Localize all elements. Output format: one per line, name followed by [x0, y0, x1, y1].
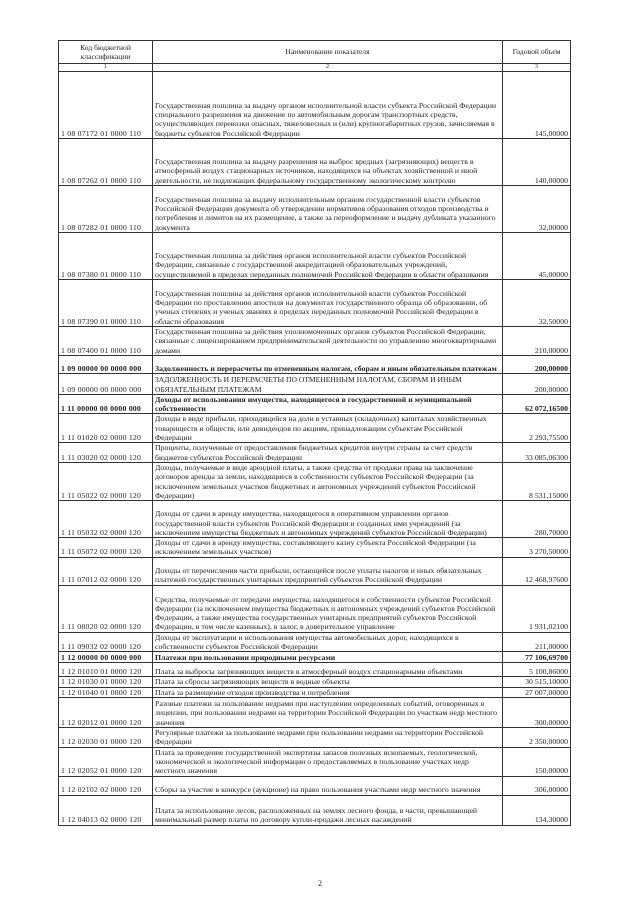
row-name: Плата за выбросы загрязняющих веществ в атмосферный воздух стационарными объектами [153, 663, 503, 677]
row-code: 1 09 00000 00 0000 000 [59, 373, 153, 394]
row-value: 62 072,16500 [503, 394, 571, 414]
row-value: 200,00000 [503, 373, 571, 394]
table-row [59, 139, 571, 186]
row-name: Разовые платежи за пользование недрами при наступлении определенных событий, оговоренных в лицензии, при пользовании недрами на территории Российской Федерации по участкам недр местного значения [153, 697, 503, 727]
row-code: 1 11 05072 02 0000 120 [59, 538, 153, 558]
budget-table-sheet [58, 40, 570, 826]
row-name: Доходы в виде прибыли, приходящейся на доли в уставных (складочных) капиталах хозяйственных товариществ и обществ, или дивидендов по акциям, принадлежащим субъектам Российской Федерации [153, 414, 503, 443]
row-value: 32,00000 [503, 186, 571, 233]
column-number-row [59, 64, 571, 72]
column-number-3: 3 [503, 64, 571, 72]
table-row [59, 585, 571, 632]
table-row [59, 747, 571, 776]
row-code: 1 11 00000 00 0000 000 [59, 394, 153, 414]
row-code: 1 08 07380 01 0000 110 [59, 233, 153, 280]
row-name: Плата за размещение отходов производства и потребления [153, 687, 503, 697]
table-row [59, 233, 571, 280]
table-row [59, 677, 571, 687]
row-code: 1 11 03020 02 0000 120 [59, 443, 153, 463]
table-row [59, 394, 571, 414]
table-row [59, 663, 571, 677]
row-code: 1 12 01040 01 0000 120 [59, 687, 153, 697]
row-value: 2 293,75500 [503, 414, 571, 443]
row-name: Сборы за участие в конкурсе (аукционе) на право пользования участками недр местного значения [153, 776, 503, 795]
row-value: 300,00000 [503, 697, 571, 727]
table-row [59, 462, 571, 500]
row-code: 1 11 07012 02 0000 120 [59, 557, 153, 585]
table-row [59, 373, 571, 394]
row-code: 1 12 02012 01 0000 120 [59, 697, 153, 727]
row-name: Государственная пошлина за выдачу органом исполнительной власти субъекта Российской Федерации специального разрешения на движение по автомобильным дорогам транспортных средств, осуществляющих перевозки опасных, тяжеловесных и (или) крупногабаритных грузов, зачисляемая в бюджеты субъектов Российской Федерации [153, 72, 503, 139]
table-row [59, 186, 571, 233]
row-code: 1 12 01030 01 0000 120 [59, 677, 153, 687]
table-row [59, 72, 571, 139]
row-value: 2 350,00000 [503, 727, 571, 747]
row-code: 1 12 00000 00 0000 000 [59, 652, 153, 663]
row-code: 1 11 05032 02 0000 120 [59, 501, 153, 538]
row-value: 12 468,97600 [503, 557, 571, 585]
row-name: Плата за сбросы загрязняющих веществ в водные объекты [153, 677, 503, 687]
row-value: 32,50000 [503, 280, 571, 327]
table-row [59, 501, 571, 538]
row-name: Доходы от сдачи в аренду имущества, составляющего казну субъекта Российской Федерации (за исключением земельных участков) [153, 538, 503, 558]
table-row [59, 538, 571, 558]
row-name: Регулярные платежи за пользование недрами при пользовании недрами на территории Российской Федерации [153, 727, 503, 747]
row-code: 1 09 00000 00 0000 000 [59, 355, 153, 373]
table-row [59, 776, 571, 795]
row-value: 306,00000 [503, 776, 571, 795]
row-code: 1 12 01010 01 0000 120 [59, 663, 153, 677]
row-value: 200,00000 [503, 355, 571, 373]
table-body [59, 72, 571, 826]
row-name: Доходы, получаемые в виде арендной платы, а также средства от продажи права на заключение договоров аренды за земли, находящиеся в собственности субъектов Российской Федерации (за исключением земельных участков бюджетных и автономных учреждений субъектов Российской Федерации) [153, 462, 503, 500]
row-name: Доходы от эксплуатации и использования имущества автомобильных дорог, находящихся в собственности субъектов Российской Федерации [153, 632, 503, 652]
row-code: 1 12 02030 01 0000 120 [59, 727, 153, 747]
table-row [59, 280, 571, 327]
table-header-row [59, 41, 571, 64]
table-row [59, 652, 571, 663]
row-name: Государственная пошлина за действия органов исполнительной власти субъектов Российской Федерации, связанные с государственной аккредитацией образовательных учреждений, осуществляемой в пределах переданных полномочий Российской Федерации в области образования [153, 233, 503, 280]
row-value: 211,00000 [503, 632, 571, 652]
row-code: 1 08 07400 01 0000 110 [59, 327, 153, 356]
row-value: 140,00000 [503, 139, 571, 186]
row-code: 1 11 01020 02 0000 120 [59, 414, 153, 443]
row-name: Государственная пошлина за выдачу исполнительным органом государственной власти субъектов Российской Федерации документа об утверждении нормативов образования отходов производства и потребления и лимитов на их размещение, а также за переоформление и выдачу дубликата указанного документа [153, 186, 503, 233]
row-name: Средства, получаемые от передачи имущества, находящегося в собственности субъектов Российской Федерации (за исключением имущества бюджетных и автономных учреждений субъектов Российской Федерации, а также имущества государственных унитарных предприятий субъектов Российской Федерации, в том числе казенных), в залог, в доверительное управление [153, 585, 503, 632]
row-code: 1 08 07172 01 0000 110 [59, 72, 153, 139]
row-code: 1 12 02052 01 0000 120 [59, 747, 153, 776]
page-number: 2 [318, 879, 322, 888]
row-name: Государственная пошлина за выдачу разрешения на выброс вредных (загрязняющих) веществ в атмосферный воздух стационарных источников, находящихся на объектах хозяйственной и иной деятельности, не подлежащих федеральному государственному экологическому контролю [153, 139, 503, 186]
header-volume: Годовой объем [503, 41, 571, 64]
row-code: 1 12 04013 02 0000 120 [59, 795, 153, 825]
row-value: 45,00000 [503, 233, 571, 280]
row-value: 27 007,00000 [503, 687, 571, 697]
row-code: 1 11 08020 02 0000 120 [59, 585, 153, 632]
row-value: 5 100,86000 [503, 663, 571, 677]
table-row [59, 414, 571, 443]
row-code: 1 08 07390 01 0000 110 [59, 280, 153, 327]
row-name: Платежи при пользовании природными ресурсами [153, 652, 503, 663]
table-row [59, 443, 571, 463]
row-code: 1 08 07262 01 0000 110 [59, 139, 153, 186]
table-row [59, 557, 571, 585]
budget-table [58, 40, 571, 826]
row-value: 210,00000 [503, 327, 571, 356]
row-code: 1 12 02102 02 0000 120 [59, 776, 153, 795]
row-name: Проценты, полученные от предоставления бюджетных кредитов внутри страны за счет средств бюджетов субъектов Российской Федерации [153, 443, 503, 463]
row-value: 30 515,10000 [503, 677, 571, 687]
row-value: 280,70000 [503, 501, 571, 538]
row-name: Доходы от перечисления части прибыли, остающейся после уплаты налогов и иных обязательных платежей государственных унитарных предприятий субъектов Российской Федерации [153, 557, 503, 585]
column-number-1: 1 [59, 64, 153, 72]
row-name: Государственная пошлина за действия уполномоченных органов субъектов Российской Федерации, связанные с лицензированием предпринимательской деятельности по управлению многоквартирными домами [153, 327, 503, 356]
table-row [59, 687, 571, 697]
row-name: Государственная пошлина за действия органов исполнительной власти субъектов Российской Федерации по проставлению апостиля на документах государственного образца об образовании, об ученых степенях и ученых званиях в пределах переданных полномочий Российской Федерации в области образования [153, 280, 503, 327]
header-code: Код бюджетной классификации [59, 41, 153, 64]
table-row [59, 697, 571, 727]
table-row [59, 795, 571, 825]
table-row [59, 355, 571, 373]
table-row [59, 727, 571, 747]
header-name: Наименование показателя [153, 41, 503, 64]
column-number-2: 2 [153, 64, 503, 72]
row-name: Доходы от использования имущества, находящегося в государственной и муниципальной собственности [153, 394, 503, 414]
row-value: 1 931,02100 [503, 585, 571, 632]
row-name: Плата за проведение государственной экспертизы запасов полезных ископаемых, геологической, экономической и экологической информации о предоставляемых в пользование участках недр местного значения [153, 747, 503, 776]
row-code: 1 11 09032 02 0000 120 [59, 632, 153, 652]
row-name: Доходы от сдачи в аренду имущества, находящегося в оперативном управлении органов государственной власти субъектов Российской Федерации и созданных ими учреждений (за исключением имущества бюджетных и автономных учреждений субъектов Российской Федерации) [153, 501, 503, 538]
row-code: 1 08 07282 01 0000 110 [59, 186, 153, 233]
row-name: Плата за использование лесов, расположенных на землях лесного фонда, в части, превышающей минимальный размер платы по договору купли-продажи лесных насаждений [153, 795, 503, 825]
row-value: 145,00000 [503, 72, 571, 139]
row-value: 3 270,50000 [503, 538, 571, 558]
row-value: 33 085,06300 [503, 443, 571, 463]
row-value: 77 106,69700 [503, 652, 571, 663]
table-row [59, 327, 571, 356]
row-code: 1 11 05022 02 0000 120 [59, 462, 153, 500]
row-value: 150,00000 [503, 747, 571, 776]
row-value: 8 531,15000 [503, 462, 571, 500]
row-value: 134,30000 [503, 795, 571, 825]
table-row [59, 632, 571, 652]
row-name: ЗАДОЛЖЕННОСТЬ И ПЕРЕРАСЧЕТЫ ПО ОТМЕНЕННЫМ НАЛОГАМ, СБОРАМ И ИНЫМ ОБЯЗАТЕЛЬНЫМ ПЛАТЕЖАМ [153, 373, 503, 394]
row-name: Задолженность и перерасчеты по отмененным налогам, сборам и иным обязательным платежам [153, 355, 503, 373]
